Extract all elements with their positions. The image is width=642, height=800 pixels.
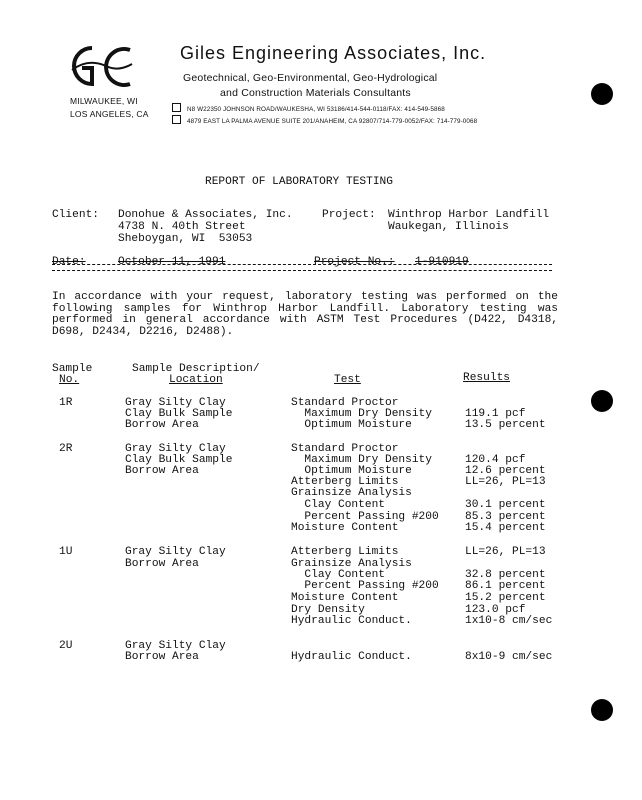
client-city: Sheboygan, WI 53053 bbox=[118, 233, 253, 245]
test-name: Percent Passing #200 bbox=[291, 580, 439, 592]
company-name: Giles Engineering Associates, Inc. bbox=[180, 43, 487, 63]
company-logo bbox=[62, 44, 134, 90]
test-result: 13.5 percent bbox=[465, 419, 546, 431]
test-name: Optimum Moisture bbox=[291, 465, 412, 477]
project-location: Waukegan, Illinois bbox=[388, 221, 509, 233]
address-text: 4879 EAST LA PALMA AVENUE SUITE 201/ANAHEIM, CA 92807/714-779-0052/FAX: 714-779-0068 bbox=[187, 118, 478, 125]
date-value: October 11, 1991 bbox=[118, 256, 226, 268]
test-result: 120.4 pcf bbox=[465, 454, 526, 466]
test-result: 15.4 percent bbox=[465, 522, 546, 534]
sample-description: Gray Silty Clay bbox=[125, 397, 226, 409]
header-test: Test bbox=[334, 374, 361, 386]
header-results: Results bbox=[463, 372, 510, 384]
sample-description: Gray Silty Clay bbox=[125, 640, 226, 652]
sample-no: 1R bbox=[59, 397, 73, 409]
client-street: 4738 N. 40th Street bbox=[118, 221, 246, 233]
project-number-value: 1-910919 bbox=[415, 256, 469, 268]
sample-location: Borrow Area bbox=[125, 651, 199, 663]
punch-hole bbox=[591, 699, 613, 721]
address-text: N8 W22350 JOHNSON ROAD/WAUKESHA, WI 53186/414-544-0118/FAX: 414-549-5868 bbox=[187, 106, 445, 113]
test-result: 123.0 pcf bbox=[465, 604, 526, 616]
test-name: Moisture Content bbox=[291, 522, 399, 534]
test-name: Standard Proctor bbox=[291, 397, 399, 409]
test-name: Maximum Dry Density bbox=[291, 408, 432, 420]
client-label: Client: bbox=[52, 209, 99, 221]
test-name: Clay Content bbox=[291, 569, 385, 581]
company-tagline-2: and Construction Materials Consultants bbox=[220, 87, 411, 99]
intro-paragraph: In accordance with your request, laboratory testing was performed on the following samples for Winthrop Harbor Landfill. Laboratory testing was performed in general accordance with ASTM Test Procedures (D422, D4318, D698, D2434, D2216, D2488). bbox=[52, 291, 558, 338]
sample-location: Borrow Area bbox=[125, 419, 199, 431]
test-name: Maximum Dry Density bbox=[291, 454, 432, 466]
client-name: Donohue & Associates, Inc. bbox=[118, 209, 293, 221]
project-number-label: Project No.: bbox=[314, 256, 395, 268]
test-name: Grainsize Analysis bbox=[291, 558, 412, 570]
test-result: 32.8 percent bbox=[465, 569, 546, 581]
address-line-waukesha bbox=[172, 103, 445, 113]
punch-hole bbox=[591, 390, 613, 412]
test-name: Atterberg Limits bbox=[291, 546, 399, 558]
sample-description: Clay Bulk Sample bbox=[125, 454, 233, 466]
test-name: Optimum Moisture bbox=[291, 419, 412, 431]
sample-location: Borrow Area bbox=[125, 465, 199, 477]
checkbox-icon bbox=[172, 115, 181, 124]
header-location: Location bbox=[169, 374, 223, 386]
test-result: 1x10-8 cm/sec bbox=[465, 615, 553, 627]
test-name: Moisture Content bbox=[291, 592, 399, 604]
test-result: 12.6 percent bbox=[465, 465, 546, 477]
test-result: 15.2 percent bbox=[465, 592, 546, 604]
header-description: Sample Description/ bbox=[132, 363, 260, 375]
test-name: Grainsize Analysis bbox=[291, 487, 412, 499]
test-result: LL=26, PL=13 bbox=[465, 476, 546, 488]
test-result: 30.1 percent bbox=[465, 499, 546, 511]
report-title: REPORT OF LABORATORY TESTING bbox=[205, 176, 393, 188]
header-sample-no: No. bbox=[59, 374, 80, 386]
sample-description: Clay Bulk Sample bbox=[125, 408, 233, 420]
project-name: Winthrop Harbor Landfill bbox=[388, 209, 550, 221]
test-name: Clay Content bbox=[291, 499, 385, 511]
test-name: Hydraulic Conduct. bbox=[291, 615, 412, 627]
sample-no: 2R bbox=[59, 443, 73, 455]
project-label: Project: bbox=[322, 209, 376, 221]
address-line-anaheim bbox=[172, 115, 477, 125]
test-result: LL=26, PL=13 bbox=[465, 546, 546, 558]
company-tagline-1: Geotechnical, Geo-Environmental, Geo-Hydrological bbox=[183, 72, 438, 84]
test-name: Standard Proctor bbox=[291, 443, 399, 455]
divider-line bbox=[52, 264, 552, 265]
test-name: Hydraulic Conduct. bbox=[291, 651, 412, 663]
test-name: Atterberg Limits bbox=[291, 476, 399, 488]
header-sample: Sample bbox=[52, 363, 93, 375]
test-name: Percent Passing #200 bbox=[291, 511, 439, 523]
divider-line bbox=[52, 270, 552, 271]
test-result: 85.3 percent bbox=[465, 511, 546, 523]
test-name: Dry Density bbox=[291, 604, 365, 616]
test-result: 8x10-9 cm/sec bbox=[465, 651, 553, 663]
sample-no: 2U bbox=[59, 640, 73, 652]
sample-description: Gray Silty Clay bbox=[125, 443, 226, 455]
checkbox-icon bbox=[172, 103, 181, 112]
sample-description: Gray Silty Clay bbox=[125, 546, 226, 558]
office-city-milwaukee: MILWAUKEE, WI bbox=[70, 96, 138, 106]
date-label: Date: bbox=[52, 256, 86, 268]
punch-hole bbox=[591, 83, 613, 105]
test-result: 119.1 pcf bbox=[465, 408, 526, 420]
sample-no: 1U bbox=[59, 546, 73, 558]
sample-location: Borrow Area bbox=[125, 558, 199, 570]
test-result: 86.1 percent bbox=[465, 580, 546, 592]
office-city-los-angeles: LOS ANGELES, CA bbox=[70, 109, 149, 119]
